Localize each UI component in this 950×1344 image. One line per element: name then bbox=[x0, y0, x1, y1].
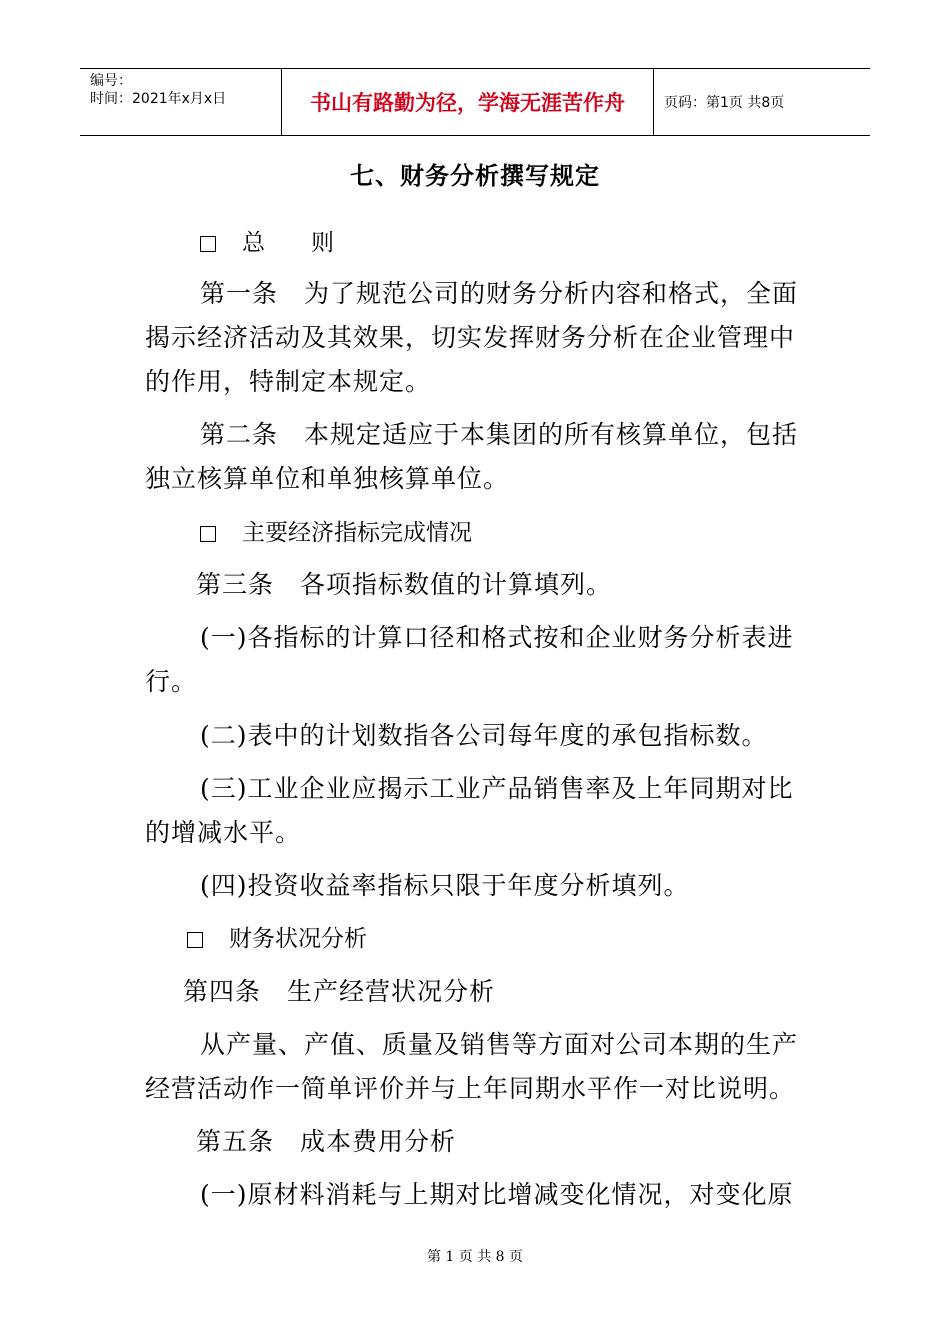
text-line: 行。 bbox=[145, 667, 198, 696]
paragraph-cost-item-1 bbox=[145, 1173, 815, 1217]
paragraph-article-4 bbox=[183, 970, 853, 1014]
document-time-label: 时间：2021年x月x日 bbox=[90, 91, 227, 107]
text-line: (二)表中的计划数指各公司每年度的承包指标数。 bbox=[200, 721, 768, 750]
paragraph-article-5 bbox=[196, 1120, 866, 1164]
text-line: 第一条 为了规范公司的财务分析内容和格式，全面 bbox=[200, 279, 799, 308]
text-line: 的增减水平。 bbox=[145, 818, 302, 847]
checkbox-square-icon bbox=[200, 236, 216, 252]
section-heading-financial-status bbox=[187, 924, 367, 954]
text-line: 经营活动作一简单评价并与上年同期水平作一对比说明。 bbox=[145, 1074, 796, 1103]
document-title: 七、财务分析撰写规定 bbox=[350, 162, 600, 190]
paragraph-article-1 bbox=[145, 272, 815, 404]
header-motto: 书山有路勤为径，学海无涯苦作舟 bbox=[282, 69, 654, 135]
text-line: (一)原材料消耗与上期对比增减变化情况，对变化原 bbox=[200, 1180, 794, 1209]
checkbox-square-icon bbox=[200, 526, 216, 542]
paragraph-article-2 bbox=[145, 413, 815, 501]
section-heading-label: 财务状况分析 bbox=[229, 926, 367, 952]
paragraph-item-4 bbox=[145, 864, 815, 908]
header-page-info: 页码：第1页 共8页 bbox=[664, 95, 785, 111]
section-heading-general bbox=[200, 228, 334, 258]
text-line: 第二条 本规定适应于本集团的所有核算单位，包括 bbox=[200, 420, 799, 449]
section-heading-indicators bbox=[200, 518, 472, 548]
paragraph-item-1 bbox=[145, 616, 815, 704]
section-heading-label: 总 则 bbox=[242, 230, 334, 256]
text-line: 第五条 成本费用分析 bbox=[196, 1127, 457, 1156]
text-line: (一)各指标的计算口径和格式按和企业财务分析表进 bbox=[200, 623, 794, 652]
section-heading-label: 主要经济指标完成情况 bbox=[242, 520, 472, 546]
text-line: 第三条 各项指标数值的计算填列。 bbox=[196, 570, 613, 599]
text-line: 的作用，特制定本规定。 bbox=[145, 367, 432, 396]
paragraph-article-3 bbox=[196, 563, 866, 607]
header-meta bbox=[80, 69, 282, 135]
page-footer: 第 1 页 共 8 页 bbox=[426, 1249, 524, 1265]
text-line: 从产量、产值、质量及销售等方面对公司本期的生产 bbox=[200, 1030, 799, 1059]
checkbox-square-icon bbox=[187, 932, 203, 948]
text-line: (三)工业企业应揭示工业产品销售率及上年同期对比 bbox=[200, 774, 794, 803]
text-line: 独立核算单位和单独核算单位。 bbox=[145, 464, 510, 493]
paragraph-item-3 bbox=[145, 767, 815, 855]
text-line: (四)投资收益率指标只限于年度分析填列。 bbox=[200, 871, 690, 900]
paragraph-production-analysis bbox=[145, 1023, 815, 1111]
document-number-label: 编号： bbox=[90, 73, 132, 89]
text-line: 揭示经济活动及其效果，切实发挥财务分析在企业管理中 bbox=[145, 323, 796, 352]
text-line: 第四条 生产经营状况分析 bbox=[183, 977, 496, 1006]
page-header bbox=[80, 68, 870, 136]
paragraph-item-2 bbox=[145, 714, 815, 758]
